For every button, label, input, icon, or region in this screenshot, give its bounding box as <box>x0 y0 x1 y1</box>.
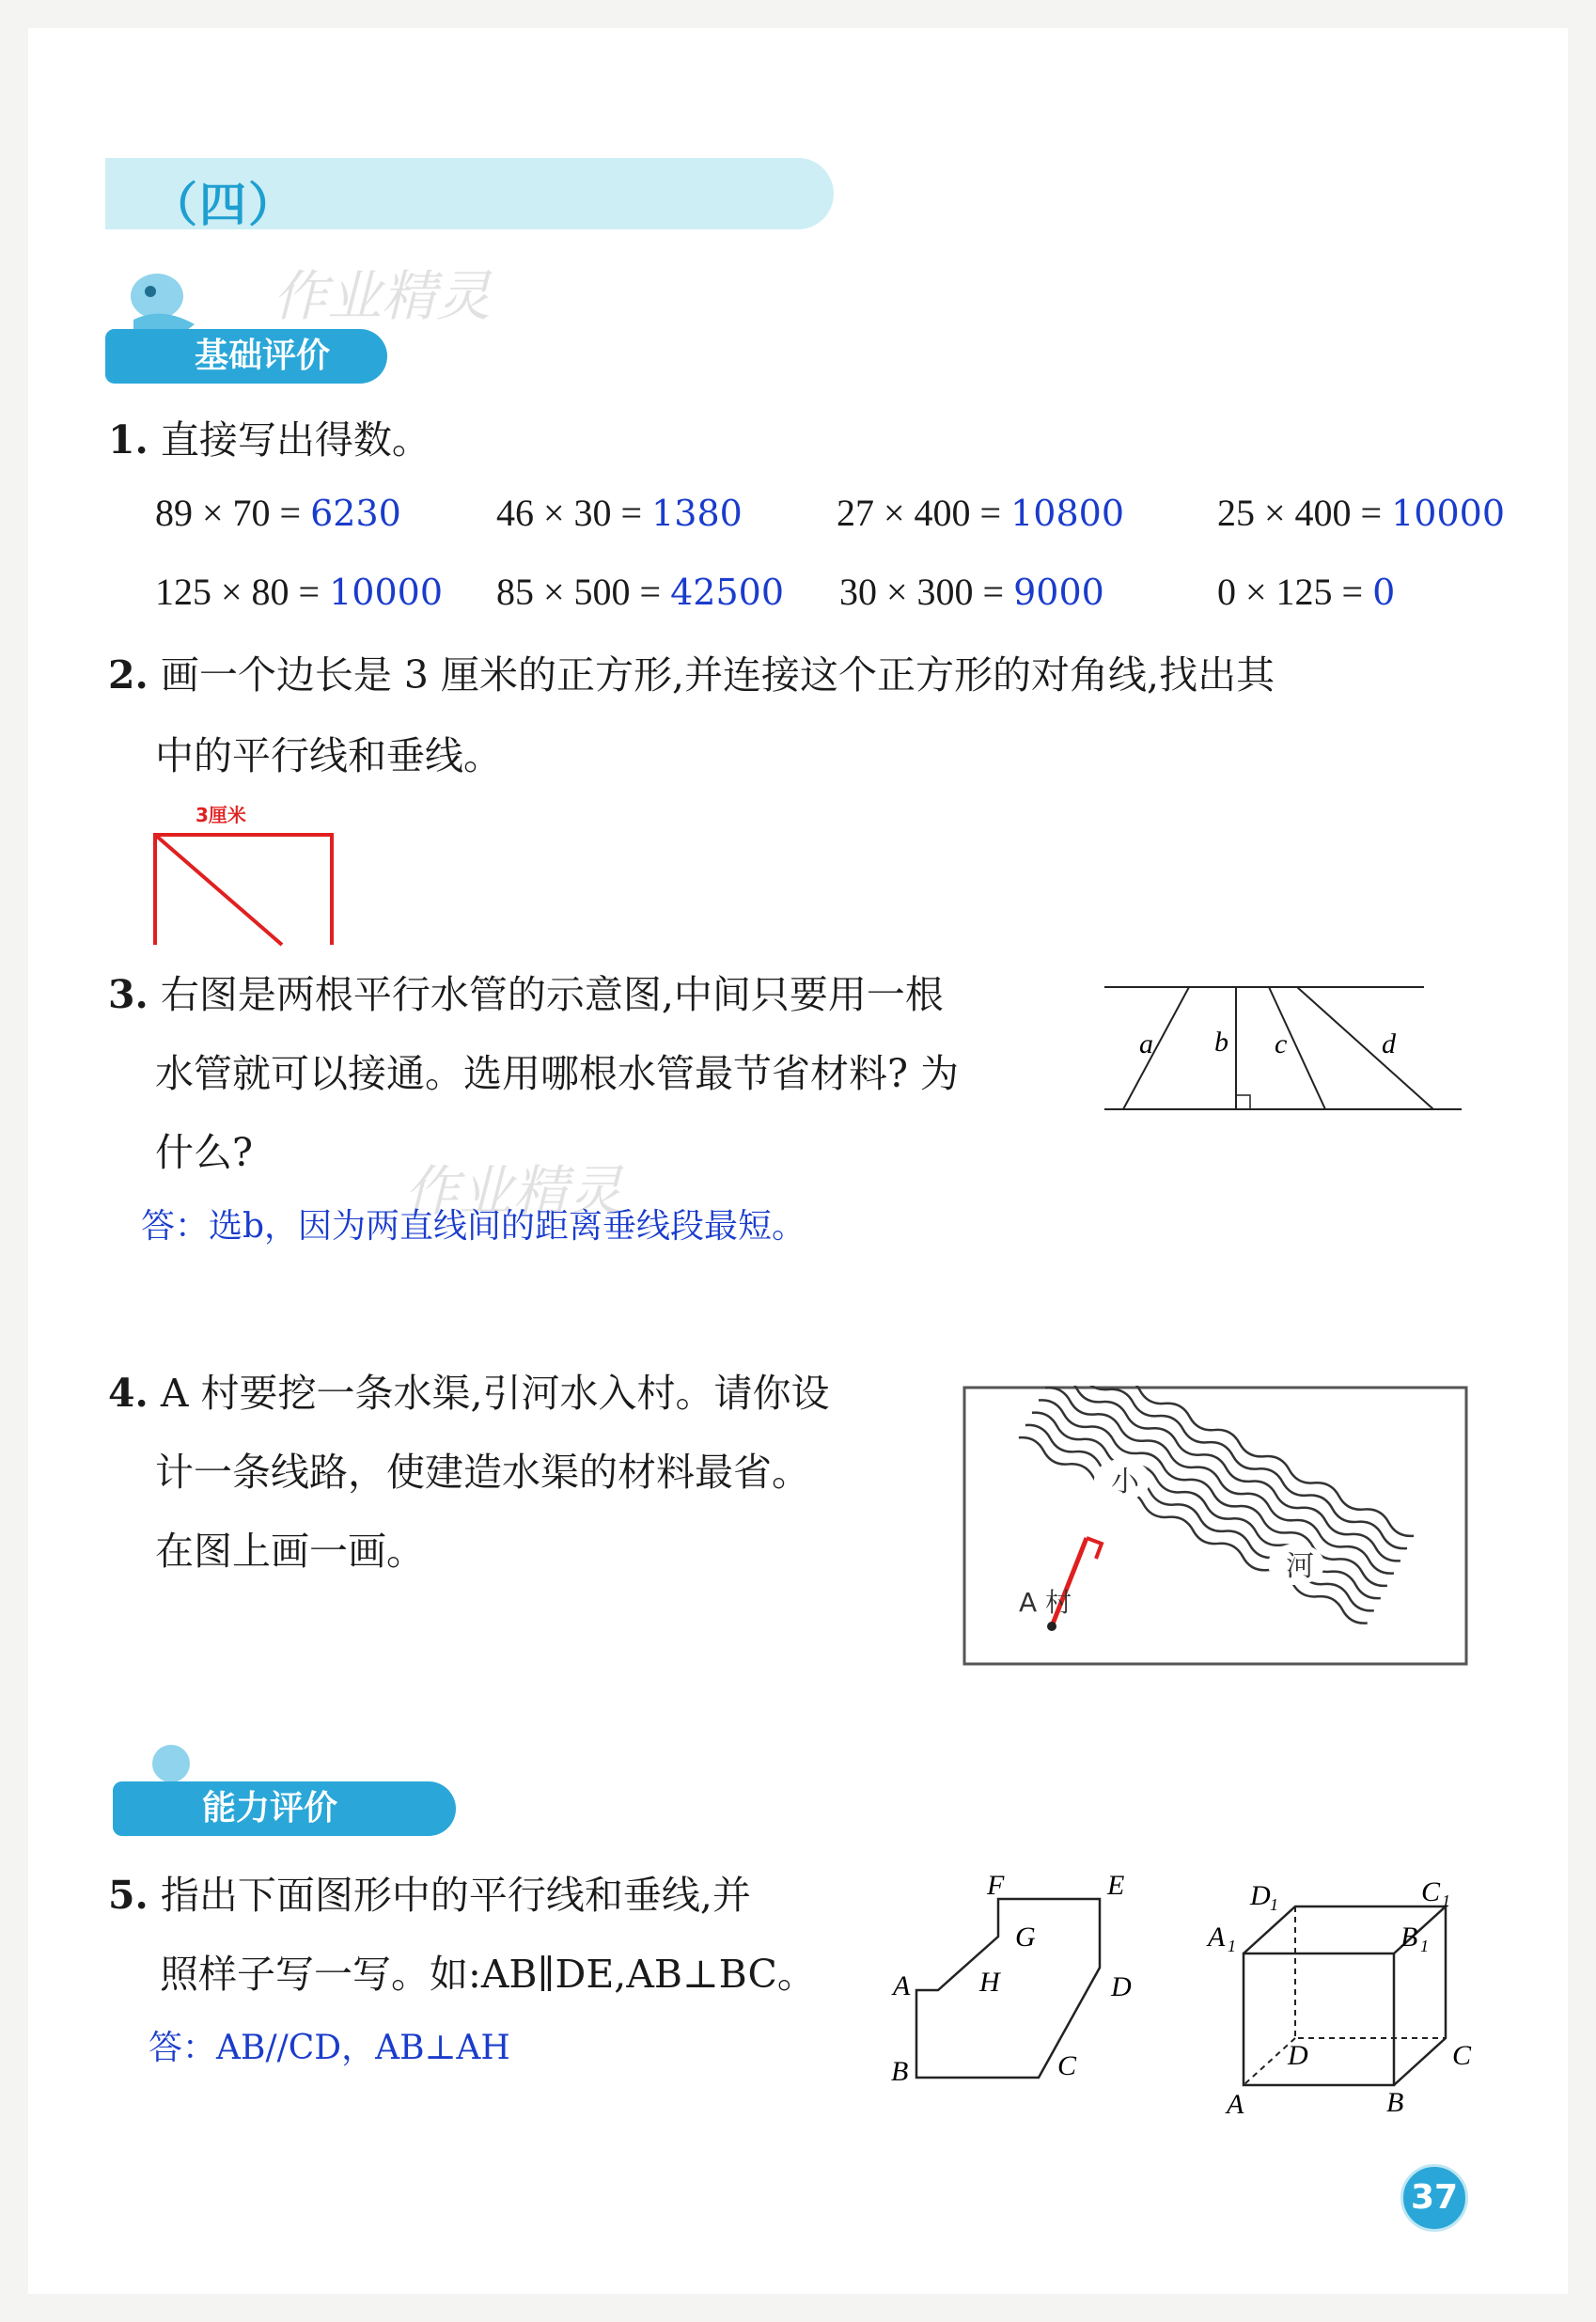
calc-expression: 85 × 500 = <box>496 571 662 613</box>
cube-subscript: 1 <box>1270 1895 1278 1914</box>
calc-answer: 10800 <box>1010 493 1125 534</box>
ability-evaluation-badge: 能力评价 <box>113 1781 456 1836</box>
vertex-label-A: A <box>893 1970 911 2001</box>
pipes-diagram <box>1100 978 1476 1119</box>
pipe-label-b: b <box>1214 1027 1228 1058</box>
calc-item <box>837 491 1124 535</box>
question-4 <box>108 1365 830 1421</box>
pipe-a <box>1123 987 1189 1109</box>
polygon-figure <box>874 1866 1147 2092</box>
calc-answer: 1380 <box>651 493 743 534</box>
square-drawing <box>141 799 357 949</box>
calc-expression: 27 × 400 = <box>837 492 1002 534</box>
calc-answer: 10000 <box>329 572 444 613</box>
right-angle-mark <box>1236 1095 1250 1109</box>
question-number: 1. <box>108 417 149 463</box>
cube-label-B1: B <box>1400 1922 1418 1953</box>
question-1 <box>108 412 430 468</box>
calc-answer: 42500 <box>670 572 785 613</box>
river-char-2: 河 <box>1286 1550 1314 1583</box>
answer-text: 答：AB//CD，AB⊥AH <box>149 2029 510 2067</box>
question-text-line3: 什么? <box>155 1130 253 1175</box>
calc-item <box>496 570 784 614</box>
vertex-label-F: F <box>987 1870 1005 1901</box>
calc-answer: 10000 <box>1391 493 1506 534</box>
village-point <box>1047 1622 1056 1631</box>
question-text-line2: 计一条线路，使建造水渠的材料最省。 <box>155 1450 810 1495</box>
question-text-line1: 指出下面图形中的平行线和垂线,并 <box>160 1873 751 1918</box>
calc-item <box>496 491 743 535</box>
question-text-line1: 画一个边长是 3 厘米的正方形,并连接这个正方形的对角线,找出其 <box>160 652 1275 698</box>
watermark: 作业精灵 <box>404 1159 623 1223</box>
calc-answer: 6230 <box>310 493 401 534</box>
vertex-label-E: E <box>1107 1870 1125 1901</box>
square-side-label: 3厘米 <box>196 804 246 826</box>
question-3 <box>108 966 944 1023</box>
calc-expression: 0 × 125 = <box>1217 571 1364 613</box>
section-title: （四） <box>150 178 297 232</box>
question-2 <box>108 647 1499 703</box>
watermark: 作业精灵 <box>273 264 492 328</box>
basic-evaluation-badge: 基础评价 <box>105 329 387 384</box>
cube-figure <box>1203 1871 1485 2125</box>
question-text-line3: 在图上画一画。 <box>155 1529 425 1574</box>
calc-item <box>155 491 401 535</box>
river-char-1: 小 <box>1111 1466 1139 1498</box>
vertex-label-B: B <box>891 2056 909 2087</box>
pipe-label-c: c <box>1275 1028 1288 1059</box>
calc-item <box>1217 570 1395 614</box>
cube-label-C: C <box>1452 2040 1472 2071</box>
calc-item <box>839 570 1104 614</box>
calc-expression: 46 × 30 = <box>496 492 643 534</box>
cube-subscript: 1 <box>1442 1891 1450 1910</box>
vertex-label-H: H <box>979 1967 1000 1998</box>
question-number: 2. <box>108 652 149 698</box>
pipe-label-d: d <box>1382 1028 1396 1059</box>
square-outline <box>155 835 332 945</box>
question-text: 直接写出得数。 <box>160 417 430 463</box>
calc-expression: 30 × 300 = <box>839 571 1005 613</box>
question-number: 5. <box>108 1873 149 1918</box>
question-text-line1: 右图是两根平行水管的示意图,中间只要用一根 <box>160 972 944 1017</box>
question-text-line2: 水管就可以接通。选用哪根水管最节省材料? 为 <box>155 1051 960 1096</box>
question-text-line2: 照样子写一写。如:AB∥DE,AB⊥BC。 <box>160 1952 816 1997</box>
cube-label-D1: D <box>1250 1880 1271 1911</box>
vertex-label-D: D <box>1111 1971 1132 2002</box>
vertex-label-G: G <box>1015 1922 1036 1953</box>
calc-item <box>1217 491 1505 535</box>
calc-expression: 89 × 70 = <box>155 492 302 534</box>
river-map <box>962 1386 1470 1668</box>
question-5 <box>108 1867 751 1923</box>
answer-text: 答：选b，因为两直线间的距离垂线段最短。 <box>141 1207 806 1246</box>
question-text-line2: 中的平行线和垂线。 <box>155 733 502 778</box>
cube-label-A: A <box>1227 2089 1244 2120</box>
cube-label-A1: A <box>1208 1922 1226 1953</box>
cube-label-D: D <box>1288 2040 1308 2071</box>
village-label: A 村 <box>1019 1587 1072 1618</box>
pipe-label-a: a <box>1139 1028 1153 1059</box>
calc-answer: 9000 <box>1013 572 1104 613</box>
calc-expression: 25 × 400 = <box>1217 492 1383 534</box>
page-number: 37 <box>1400 2164 1468 2232</box>
calc-answer: 0 <box>1372 572 1396 613</box>
question-text-line1: A 村要挖一条水渠,引河水入村。请你设 <box>160 1371 830 1416</box>
cube-subscript: 1 <box>1228 1937 1236 1955</box>
cube-front-face <box>1244 1953 1394 2085</box>
cube-label-B: B <box>1386 2087 1404 2118</box>
square-diagonal <box>155 835 282 945</box>
cube-subscript: 1 <box>1420 1937 1429 1955</box>
question-number: 3. <box>108 972 149 1017</box>
calc-expression: 125 × 80 = <box>155 571 321 613</box>
vertex-label-C: C <box>1057 2050 1077 2081</box>
question-number: 4. <box>108 1371 149 1416</box>
cube-label-C1: C <box>1421 1876 1441 1907</box>
calc-item <box>155 570 443 614</box>
